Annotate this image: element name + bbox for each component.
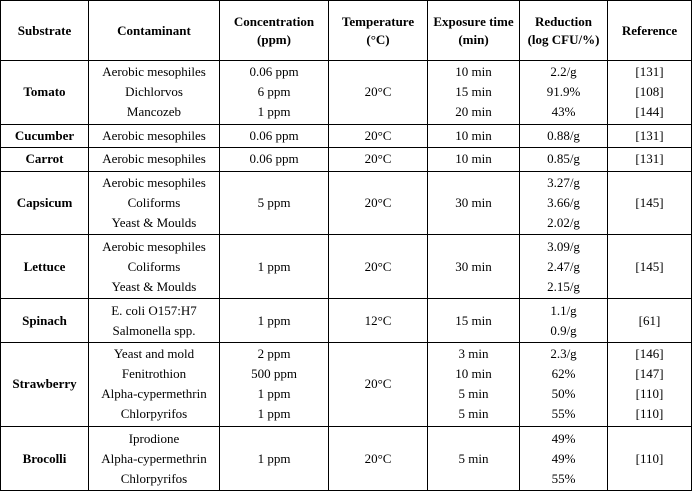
substrate-cell: Spinach: [1, 299, 89, 343]
exposure-cell: [428, 342, 520, 426]
exposure-value: 10 min: [455, 366, 492, 382]
reduction-value: 2.3/g: [550, 346, 577, 362]
header-row: [1, 1, 692, 61]
concentration-value: 1 ppm: [257, 258, 291, 274]
reduction-value: 0.88/g: [547, 128, 580, 144]
substrate-cell: Tomato: [1, 61, 89, 125]
contaminant-value: E. coli O157:H7: [111, 302, 197, 318]
reference-cell: [608, 61, 692, 125]
table-row: [1, 299, 692, 343]
exposure-cell: [428, 235, 520, 299]
contaminant-cell: [89, 124, 220, 147]
temperature-cell: [329, 342, 428, 426]
table-row: [1, 342, 692, 426]
concentration-cell: [220, 235, 329, 299]
reduction-value: 49%: [551, 430, 576, 446]
temperature-value: 20°C: [364, 128, 392, 144]
reduction-value: 1.1/g: [550, 302, 577, 318]
reduction-value: 2.2/g: [550, 64, 577, 80]
reference-value: [110]: [635, 386, 664, 402]
concentration-value: 0.06 ppm: [249, 151, 299, 167]
reference-value: [131]: [635, 151, 664, 167]
reference-value: [131]: [635, 64, 664, 80]
reference-value: [145]: [635, 194, 664, 210]
contaminant-cell: [89, 61, 220, 125]
reference-value: [146]: [635, 346, 664, 362]
contaminant-value: Yeast and mold: [113, 346, 195, 362]
substrate-cell: Lettuce: [1, 235, 89, 299]
contaminant-cell: [89, 299, 220, 343]
exposure-cell: [428, 171, 520, 235]
concentration-value: 1 ppm: [257, 386, 291, 402]
concentration-value: 5 ppm: [257, 194, 291, 210]
concentration-value: 1 ppm: [257, 450, 291, 466]
reduction-cell: [520, 61, 608, 125]
contaminant-value: Aerobic mesophiles: [102, 64, 206, 80]
contaminant-value: Chlorpyrifos: [120, 406, 188, 422]
exposure-value: 15 min: [455, 84, 492, 100]
reference-cell: [608, 299, 692, 343]
reduction-value: 3.66/g: [547, 194, 580, 210]
reduction-cell: [520, 342, 608, 426]
exposure-value: 10 min: [455, 64, 492, 80]
concentration-cell: [220, 61, 329, 125]
reduction-cell: [520, 148, 608, 171]
temperature-value: 20°C: [364, 376, 392, 392]
reduction-value: 2.15/g: [547, 278, 580, 294]
exposure-value: 10 min: [455, 151, 492, 167]
header-reference: Reference: [608, 1, 692, 61]
concentration-cell: [220, 342, 329, 426]
table-row: [1, 61, 692, 125]
reference-value: [147]: [635, 366, 664, 382]
reduction-value: 43%: [551, 104, 576, 120]
reduction-value: 2.02/g: [547, 214, 580, 230]
exposure-value: 5 min: [458, 386, 489, 402]
reduction-value: 3.09/g: [547, 238, 580, 254]
reduction-value: 50%: [551, 386, 576, 402]
substrate-cell: Carrot: [1, 148, 89, 171]
exposure-cell: [428, 299, 520, 343]
reference-value: [131]: [635, 128, 664, 144]
header-exposure-time: Exposure time (min): [428, 1, 520, 61]
substrate-cell: Cucumber: [1, 124, 89, 147]
reduction-cell: [520, 124, 608, 147]
temperature-value: 12°C: [364, 312, 392, 328]
reference-cell: [608, 171, 692, 235]
reduction-cell: [520, 235, 608, 299]
reduction-value: 91.9%: [546, 84, 581, 100]
contaminant-value: Fenitrothion: [121, 366, 187, 382]
contaminant-value: Chlorpyrifos: [120, 470, 188, 486]
exposure-cell: [428, 61, 520, 125]
header-substrate: Substrate: [1, 1, 89, 61]
temperature-cell: [329, 61, 428, 125]
reference-cell: [608, 342, 692, 426]
exposure-value: 5 min: [458, 450, 489, 466]
substrate-cell: Strawberry: [1, 342, 89, 426]
reduction-value: 49%: [551, 450, 576, 466]
contaminant-cell: [89, 171, 220, 235]
reduction-value: 62%: [551, 366, 576, 382]
contaminant-value: Alpha-cypermethrin: [101, 450, 207, 466]
temperature-value: 20°C: [364, 258, 392, 274]
exposure-value: 20 min: [455, 104, 492, 120]
contaminant-value: Dichlorvos: [125, 84, 183, 100]
temperature-value: 20°C: [364, 84, 392, 100]
reference-value: [144]: [635, 104, 664, 120]
concentration-value: 2 ppm: [257, 346, 291, 362]
concentration-value: 1 ppm: [257, 104, 291, 120]
reference-cell: [608, 235, 692, 299]
table-row: [1, 171, 692, 235]
contaminant-value: Iprodione: [128, 430, 180, 446]
concentration-value: 0.06 ppm: [249, 64, 299, 80]
temperature-cell: [329, 235, 428, 299]
concentration-cell: [220, 148, 329, 171]
temperature-value: 20°C: [364, 151, 392, 167]
reference-cell: [608, 124, 692, 147]
table-body: [1, 61, 692, 491]
contaminant-value: Aerobic mesophiles: [102, 238, 206, 254]
concentration-value: 0.06 ppm: [249, 128, 299, 144]
concentration-cell: [220, 124, 329, 147]
exposure-value: 3 min: [458, 346, 489, 362]
exposure-cell: [428, 427, 520, 491]
exposure-value: 30 min: [455, 194, 492, 210]
header-concentration: Concentration (ppm): [220, 1, 329, 61]
contaminant-value: Alpha-cypermethrin: [101, 386, 207, 402]
reference-cell: [608, 148, 692, 171]
contaminant-cell: [89, 148, 220, 171]
exposure-cell: [428, 124, 520, 147]
temperature-value: 20°C: [364, 450, 392, 466]
table-row: [1, 124, 692, 147]
temperature-cell: [329, 148, 428, 171]
concentration-value: 1 ppm: [257, 312, 291, 328]
temperature-value: 20°C: [364, 194, 392, 210]
contaminant-cell: [89, 427, 220, 491]
concentration-cell: [220, 299, 329, 343]
contaminant-value: Coliforms: [127, 258, 181, 274]
contaminant-value: Mancozeb: [126, 104, 182, 120]
reduction-value: 0.85/g: [547, 151, 580, 167]
contaminant-value: Aerobic mesophiles: [102, 151, 206, 167]
contaminant-value: Coliforms: [127, 194, 181, 210]
header-temperature: Temperature (°C): [329, 1, 428, 61]
concentration-value: 1 ppm: [257, 406, 291, 422]
temperature-cell: [329, 427, 428, 491]
concentration-cell: [220, 427, 329, 491]
reference-value: [145]: [635, 258, 664, 274]
contaminant-cell: [89, 342, 220, 426]
contaminant-value: Aerobic mesophiles: [102, 174, 206, 190]
reference-value: [110]: [635, 450, 664, 466]
reference-value: [110]: [635, 406, 664, 422]
table-row: [1, 427, 692, 491]
reduction-value: 55%: [551, 406, 576, 422]
substrate-cell: Capsicum: [1, 171, 89, 235]
reduction-value: 3.27/g: [547, 174, 580, 190]
concentration-cell: [220, 171, 329, 235]
reference-value: [61]: [638, 312, 661, 328]
temperature-cell: [329, 171, 428, 235]
reduction-value: 2.47/g: [547, 258, 580, 274]
concentration-value: 500 ppm: [251, 366, 297, 382]
contaminant-cell: [89, 235, 220, 299]
exposure-value: 15 min: [455, 312, 492, 328]
reduction-value: 55%: [551, 470, 576, 486]
reduction-cell: [520, 427, 608, 491]
contaminant-value: Aerobic mesophiles: [102, 128, 206, 144]
contaminant-value: Yeast & Moulds: [111, 278, 197, 294]
concentration-value: 6 ppm: [257, 84, 291, 100]
reference-cell: [608, 427, 692, 491]
reference-value: [108]: [635, 84, 664, 100]
temperature-cell: [329, 299, 428, 343]
contaminant-value: Yeast & Moulds: [111, 214, 197, 230]
exposure-value: 30 min: [455, 258, 492, 274]
table-row: [1, 235, 692, 299]
temperature-cell: [329, 124, 428, 147]
exposure-cell: [428, 148, 520, 171]
reduction-cell: [520, 171, 608, 235]
exposure-value: 5 min: [458, 406, 489, 422]
substrate-cell: Brocolli: [1, 427, 89, 491]
header-reduction: Reduction (log CFU/%): [520, 1, 608, 61]
table-row: [1, 148, 692, 171]
reduction-cell: [520, 299, 608, 343]
exposure-value: 10 min: [455, 128, 492, 144]
reduction-value: 0.9/g: [550, 322, 577, 338]
header-contaminant: Contaminant: [89, 1, 220, 61]
contaminant-value: Salmonella spp.: [112, 322, 196, 338]
